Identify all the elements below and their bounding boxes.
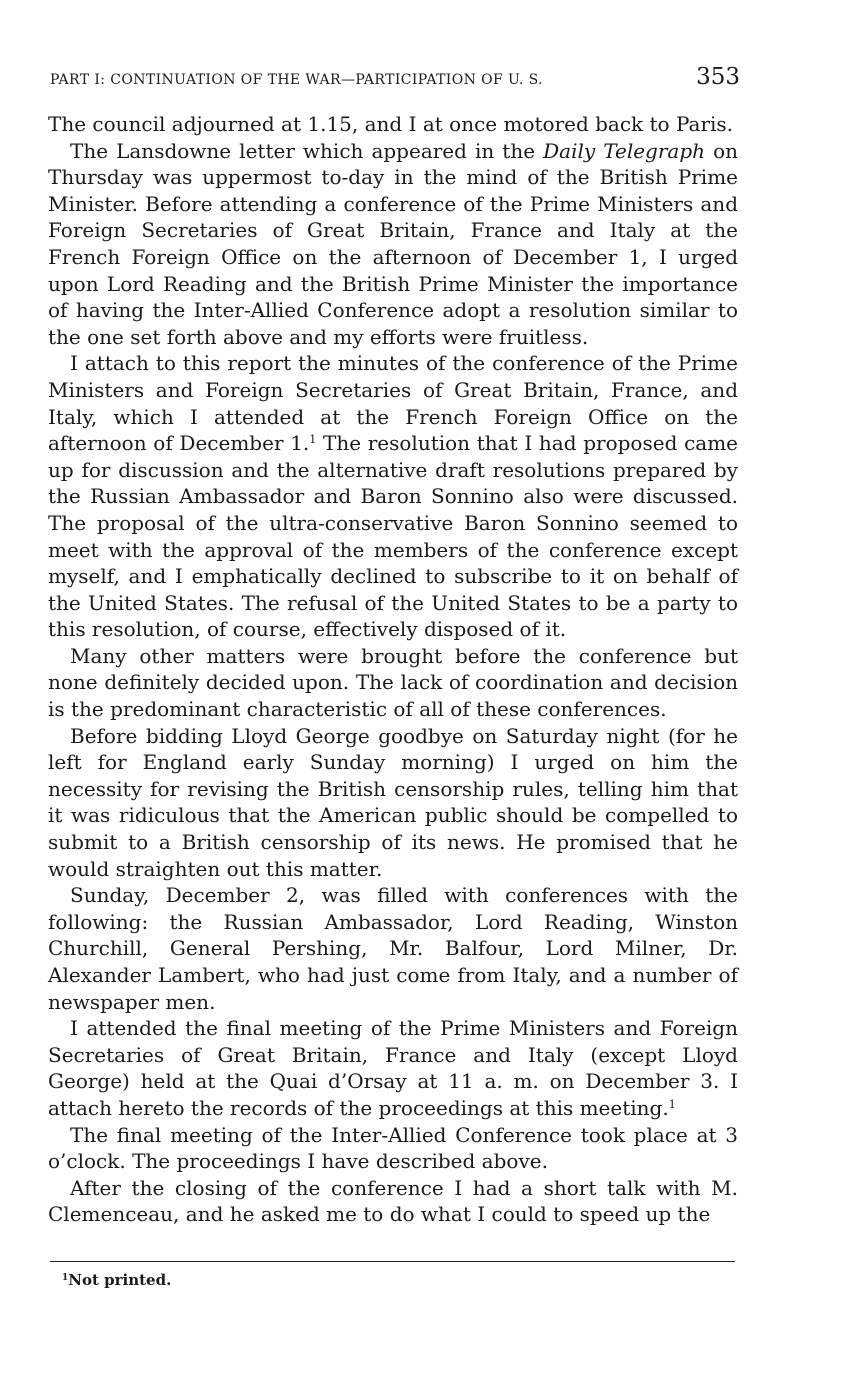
paragraph-5: Before bidding Lloyd George goodbye on Saturday night (for he left for England early Sunday morning) I urged on him the necessity for revising the British censorship rules, telling him that it was ridiculous that the American public should be compelled to submit to a British censorship of its news. He promised that he would straighten out this matter.: [48, 723, 738, 881]
paragraph-8: The final meeting of the Inter-Allied Conference took place at 3 o’clock. The proceedings I have described above.: [48, 1122, 738, 1174]
paragraph-3: [48, 350, 738, 643]
running-head: [50, 64, 740, 90]
running-title: PART I: CONTINUATION OF THE WAR—PARTICIPATION OF U. S.: [50, 72, 543, 88]
footnote-divider: [50, 1261, 735, 1262]
footnote-reference: 1: [668, 1097, 676, 1111]
footnote-text: Not printed.: [68, 1271, 172, 1289]
paragraph-3-text-b: The resolution that I had proposed came up for discussion and the alternative draft resolutions prepared by the Russian Ambassador and Baron Sonnino also were discussed. The proposal of the ultra-conservative Baron Sonnino seemed to meet with the approval of the members of the conference except myself, and I emphatically declined to subscribe to it on behalf of the United States. The refusal of the United States to be a party to this resolution, of course, effectively disposed of it.: [48, 431, 738, 642]
paragraph-3-text-a: I attach to this report the minutes of the conference of the Prime Ministers and Foreign Secretaries of Great Britain, France, and Italy, which I attended at the French Foreign Office on the afternoon of December 1.: [48, 351, 738, 456]
paragraph-2-text-a: The Lansdowne letter which appeared in the: [70, 138, 544, 163]
paragraph-7: [48, 1015, 738, 1121]
paragraph-6: Sunday, December 2, was filled with conferences with the following: the Russian Ambassador, Lord Reading, Winston Churchill, General Pershing, Mr. Balfour, Lord Milner, Dr. Alexander Lambert, who had just come from Italy, and a number of newspaper men.: [48, 883, 738, 1014]
paragraph-2: [48, 138, 738, 351]
paragraph-9: After the closing of the conference I had a short talk with M. Clemenceau, and he asked me to do what I could to speed up the: [48, 1175, 738, 1227]
body-text: [48, 111, 738, 1228]
footnote-marker: 1: [62, 1273, 69, 1283]
footnote-reference: 1: [309, 433, 317, 447]
page-number: 353: [696, 64, 740, 90]
paragraph-7-text: I attended the final meeting of the Prime Ministers and Foreign Secretaries of Great Britain, France and Italy (except Lloyd George) held at the Quai d’Orsay at 11 a. m. on December 3. I attach hereto the records of the proceedings at this meeting.: [48, 1016, 738, 1120]
newspaper-title: Daily Telegraph: [543, 138, 706, 163]
footnote: [62, 1271, 171, 1289]
paragraph-2-text-b: on Thursday was uppermost to-day in the mind of the British Prime Minister. Before attending a conference of the Prime Ministers and Foreign Secretaries of Great Britain, France and Italy at the French Foreign Office on the afternoon of December 1, I urged upon Lord Reading and the British Prime Minister the importance of having the Inter-Allied Conference adopt a resolution similar to the one set forth above and my efforts were fruitless.: [48, 138, 738, 349]
paragraph-4: Many other matters were brought before the conference but none definitely decided upon. The lack of coordination and decision is the predominant characteristic of all of these conferences.: [48, 643, 738, 722]
paragraph-1: The council adjourned at 1.15, and I at once motored back to Paris.: [48, 112, 734, 136]
